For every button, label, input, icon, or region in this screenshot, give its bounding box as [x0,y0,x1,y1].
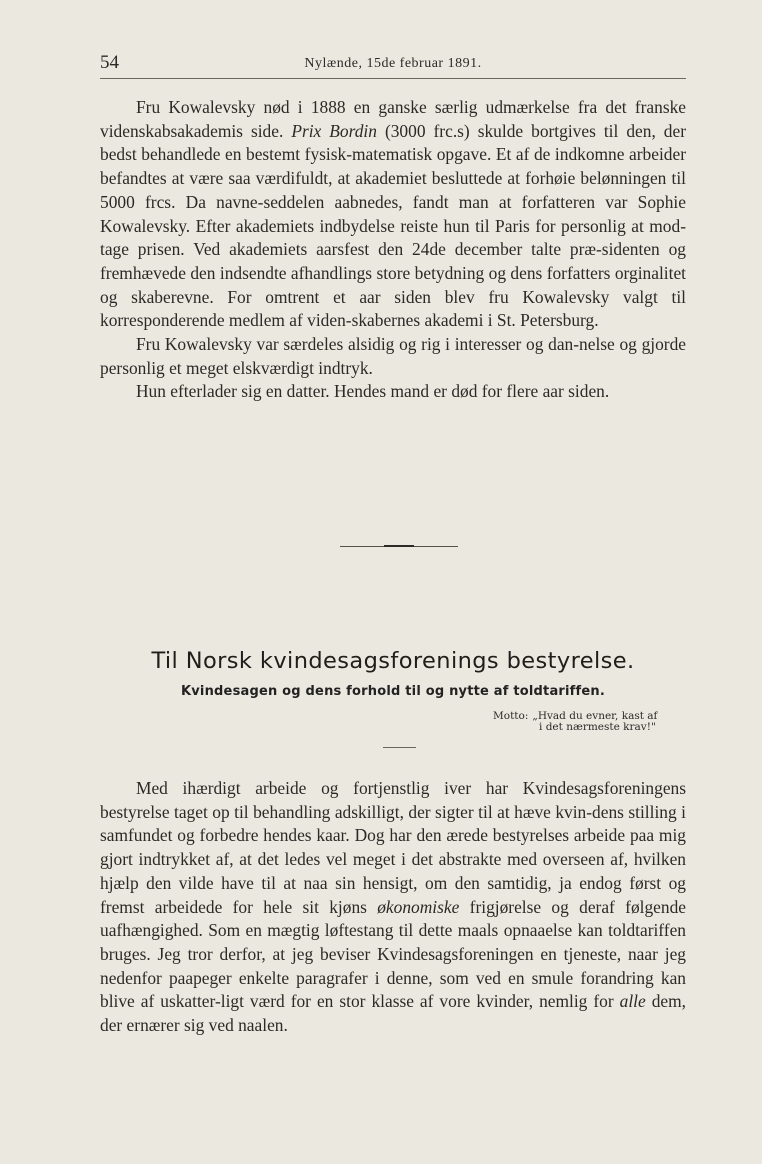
article-subtitle: Kvindesagen og dens forhold til og nytte af toldtariffen. [180,684,606,699]
emphasis: økonomiske [377,896,460,917]
motto-line-2: i det nærmeste krav!" [539,721,656,733]
obituary-section [100,96,686,404]
section-divider-ornament [340,545,458,548]
motto [493,711,703,733]
paragraph [100,96,686,333]
header-rule [100,78,686,79]
page-header [100,52,686,80]
motto-label: Motto: [493,710,529,722]
text-run: Fru Kowalevsky nød i 1888 en ganske særlig udmærkelse fra det franske videnskabsakademis side. [100,97,686,141]
paragraph: Hun efterlader sig en datter. Hendes mand er død for flere aar siden. [136,381,610,402]
emphasis: alle [619,991,646,1012]
motto-line-1: „Hvad du evner, kast af [532,710,658,722]
text-run: (3000 frc.s) skulde bortgives til den, der bedst behandlede en bestemt fysisk-matematisk opgave. Et af de indkomne arbeider befandtes at være saa værdifuldt, at akademiet besluttede at forhøie belønningen til 5000 frcs. Da navne-seddelen aabnedes, fandt man at forfatteren var Sophie Kowalevsky. Efter akademiets indbydelse reiste hun til Paris for personlig at mod-tage prisen. Ved akademiets aarsfest den 24de december talte præ-sidenten og fremhævede den indsendte afhandlings store betydning og dens forfatters orginalitet og skaberevne. For omtrent et aar siden blev fru Kowalevsky valgt til korresponderende medlem af viden-skabernes akademi i St. Petersburg. [100,120,687,331]
paragraph: Fru Kowalevsky var særdeles alsidig og rig i interesser og dan-nelse og gjorde personlig et meget elskværdigt indtryk. [100,334,686,378]
page-number: 54 [100,52,119,73]
text-run: Med ihærdigt arbeide og fortjenstlig iver har Kvindesagsforeningens bestyrelse taget op til behandling adskilligt, der sigter til at hæve kvin-dens stilling i samfundet og forbedre hendes kaar. Dog har den ærede bestyrelses arbeide paa mig gjort indtrykket af, at det ledes vel meget i det abstrakte med overseen af, hvilken hjælp den vilde have til at naa sin hensigt, om den samtidig, ja endog først og fremst arbeidede for hele sit kjøns [100,778,686,917]
text-run: dem, der ernærer sig ved naalen. [100,991,686,1036]
article-body [100,777,686,1038]
short-rule [383,747,416,748]
prize-name: Prix Bordin [291,120,377,141]
paragraph [100,777,686,1038]
article-title: Til Norsk kvindesagsforenings bestyrelse. [151,648,635,674]
divider-thick-line [384,545,414,547]
text-run: frigjørelse og deraf følgende uafhængighed. Som en mægtig løftestang til dette maals opnaaelse kan toldtariffen bruges. Jeg tror derfor, at jeg beviser Kvindesagsforeningen en tjeneste, naar jeg nedenfor paapeger enkelte paragrafer i denne, som ved en smule forandring kan blive af uskatter-ligt værd for en stor klasse af vore kvinder, nemlig for [100,896,686,1012]
running-head: Nylænde, 15de februar 1891. [304,56,482,71]
